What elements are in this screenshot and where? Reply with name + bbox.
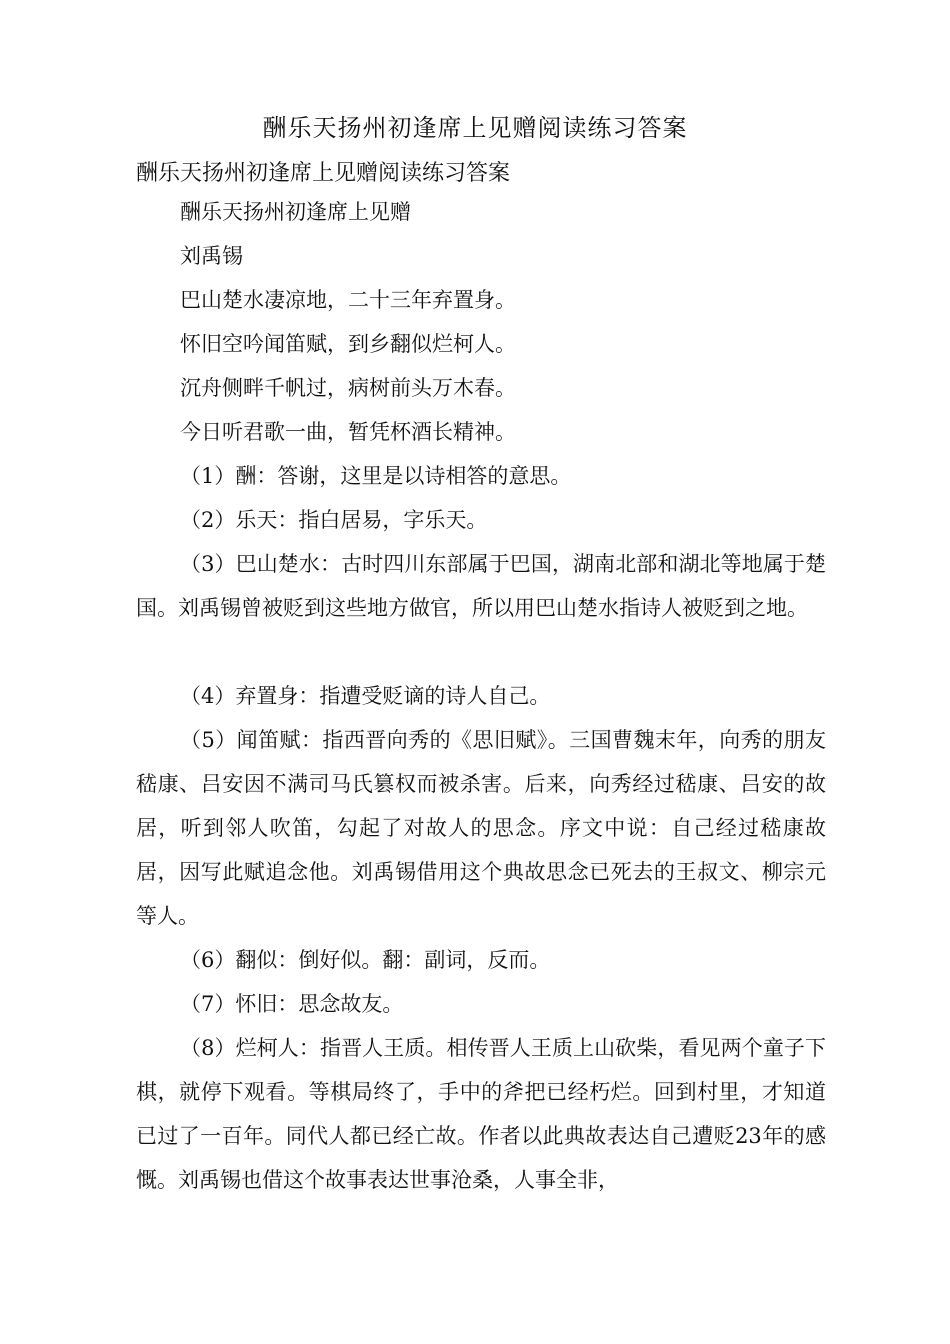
poem-line: 怀旧空吟闻笛赋，到乡翻似烂柯人。 — [180, 332, 516, 356]
poem-author: 刘禹锡 — [180, 244, 243, 268]
note-item: （6）翻似：倒好似。翻：副词，反而。 — [180, 948, 551, 972]
note-item: （8）烂柯人：指晋人王质。相传晋人王质上山砍柴，看见两个童子下棋，就停下观看。等棋局终了，手中的斧把已经朽烂。回到村里，才知道已过了一百年。同代人都已经亡故。作者以此典故表达自己遭贬23年的感慨。刘禹锡也借这个故事表达世事沧桑，人事全非， — [136, 1036, 826, 1192]
note-item: （3）巴山楚水：古时四川东部属于巴国，湖南北部和湖北等地属于楚国。刘禹锡曾被贬到这些地方做官，所以用巴山楚水指诗人被贬到之地。 — [136, 552, 826, 620]
note-item: （4）弃置身：指遭受贬谪的诗人自己。 — [180, 684, 551, 708]
note-item: （5）闻笛赋：指西晋向秀的《思旧赋》。三国曹魏末年，向秀的朋友嵇康、吕安因不满司马氏篡权而被杀害。后来，向秀经过嵇康、吕安的故居，听到邻人吹笛，勾起了对故人的思念。序文中说：自己经过嵇康故居，因写此赋追念他。刘禹锡借用这个典故思念已死去的王叔文、柳宗元等人。 — [136, 728, 826, 928]
note-item: （1）酬：答谢，这里是以诗相答的意思。 — [180, 464, 572, 488]
document-title: 酬乐天扬州初逢席上见赠阅读练习答案 — [262, 114, 688, 142]
note-item: （2）乐天：指白居易，字乐天。 — [180, 508, 488, 532]
poem-line: 巴山楚水凄凉地，二十三年弃置身。 — [180, 288, 516, 312]
document-subtitle: 酬乐天扬州初逢席上见赠阅读练习答案 — [136, 161, 511, 186]
note-item: （7）怀旧：思念故友。 — [180, 992, 404, 1016]
poem-line: 沉舟侧畔千帆过，病树前头万木春。 — [180, 376, 516, 400]
poem-title: 酬乐天扬州初逢席上见赠 — [180, 200, 411, 224]
poem-line: 今日听君歌一曲，暂凭杯酒长精神。 — [180, 420, 516, 444]
